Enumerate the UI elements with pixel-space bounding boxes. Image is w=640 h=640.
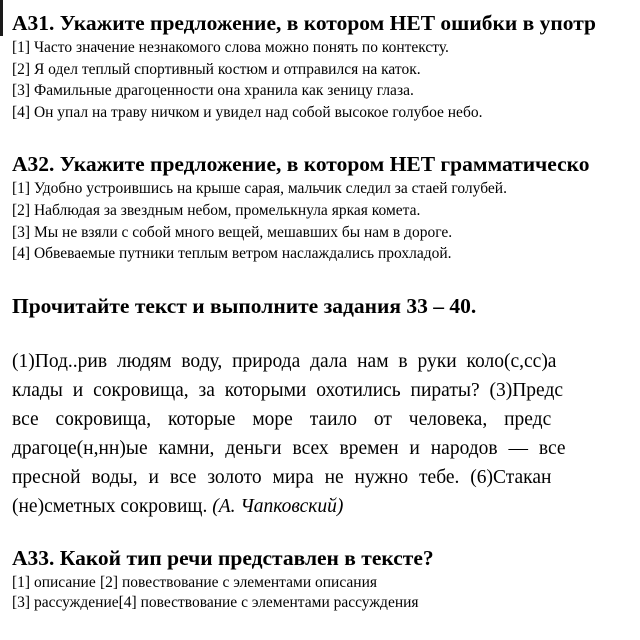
question-a31-options	[12, 37, 640, 123]
passage-author: (А. Чапковский)	[212, 495, 344, 517]
question-a32	[12, 151, 640, 264]
passage-line-5: пресной воды, и все золото мира не нужно тебе. (6)Стакан	[12, 466, 552, 488]
question-a32-option-2: [2] Наблюдая за звездным небом, промелькнула яркая комета.	[12, 201, 421, 219]
question-a31-option-2: [2] Я одел теплый спортивный костюм и отправился на каток.	[12, 60, 421, 78]
question-a33-option-2: [2] повествование с элементами описания	[100, 573, 377, 591]
reading-instruction	[12, 293, 640, 319]
passage-line-6	[12, 492, 640, 521]
question-a33-title: А33. Какой тип речи представлен в тексте?	[12, 545, 434, 570]
question-a31	[12, 10, 640, 123]
question-a33-options-row-2	[12, 593, 640, 614]
passage-line-3: все сокровища, которые море таило от человека, предс	[12, 408, 552, 430]
reading-instruction-title: Прочитайте текст и выполните задания 33 – 40.	[12, 293, 477, 318]
question-a31-title: А31. Укажите предложение, в котором НЕТ ошибки в употр	[12, 11, 596, 35]
question-a33-options-row-1	[12, 573, 640, 594]
question-a33-option-1: [1] описание	[12, 573, 96, 591]
question-a33-options	[12, 573, 640, 614]
reading-passage	[12, 347, 640, 521]
question-a33-option-3: [3] рассуждение	[12, 594, 119, 612]
passage-line-4: драгоце(н,нн)ые камни, деньги всех времен и народов — все	[12, 437, 566, 459]
passage-line-2: клады и сокровища, за которыми охотились пираты? (3)Предс	[12, 379, 564, 401]
passage-last-line-text: (не)сметных сокровищ.	[12, 495, 208, 517]
question-a32-option-3: [3] Мы не взяли с собой много вещей, мешавших бы нам в дороге.	[12, 223, 453, 241]
question-a32-option-1: [1] Удобно устроившись на крыше сарая, мальчик следил за стаей голубей.	[12, 180, 507, 198]
passage-line-1: (1)Под..рив людям воду, природа дала нам в руки коло(с,сс)а	[12, 350, 557, 372]
scan-artifact-mark	[0, 0, 3, 36]
question-a33	[12, 545, 640, 614]
question-a31-option-4: [4] Он упал на траву ничком и увидел над собой высокое голубое небо.	[12, 103, 483, 121]
question-a32-option-4: [4] Обвеваемые путники теплым ветром наслаждались прохладой.	[12, 245, 452, 263]
question-a32-title: А32. Укажите предложение, в котором НЕТ грамматическо	[12, 152, 590, 177]
question-a32-options	[12, 178, 640, 264]
question-a31-option-1: [1] Часто значение незнакомого слова можно понять по контексту.	[12, 39, 449, 56]
question-a33-option-4: [4] повествование с элементами рассуждения	[118, 594, 419, 612]
question-a31-option-3: [3] Фамильные драгоценности она хранила как зеницу глаза.	[12, 82, 414, 100]
